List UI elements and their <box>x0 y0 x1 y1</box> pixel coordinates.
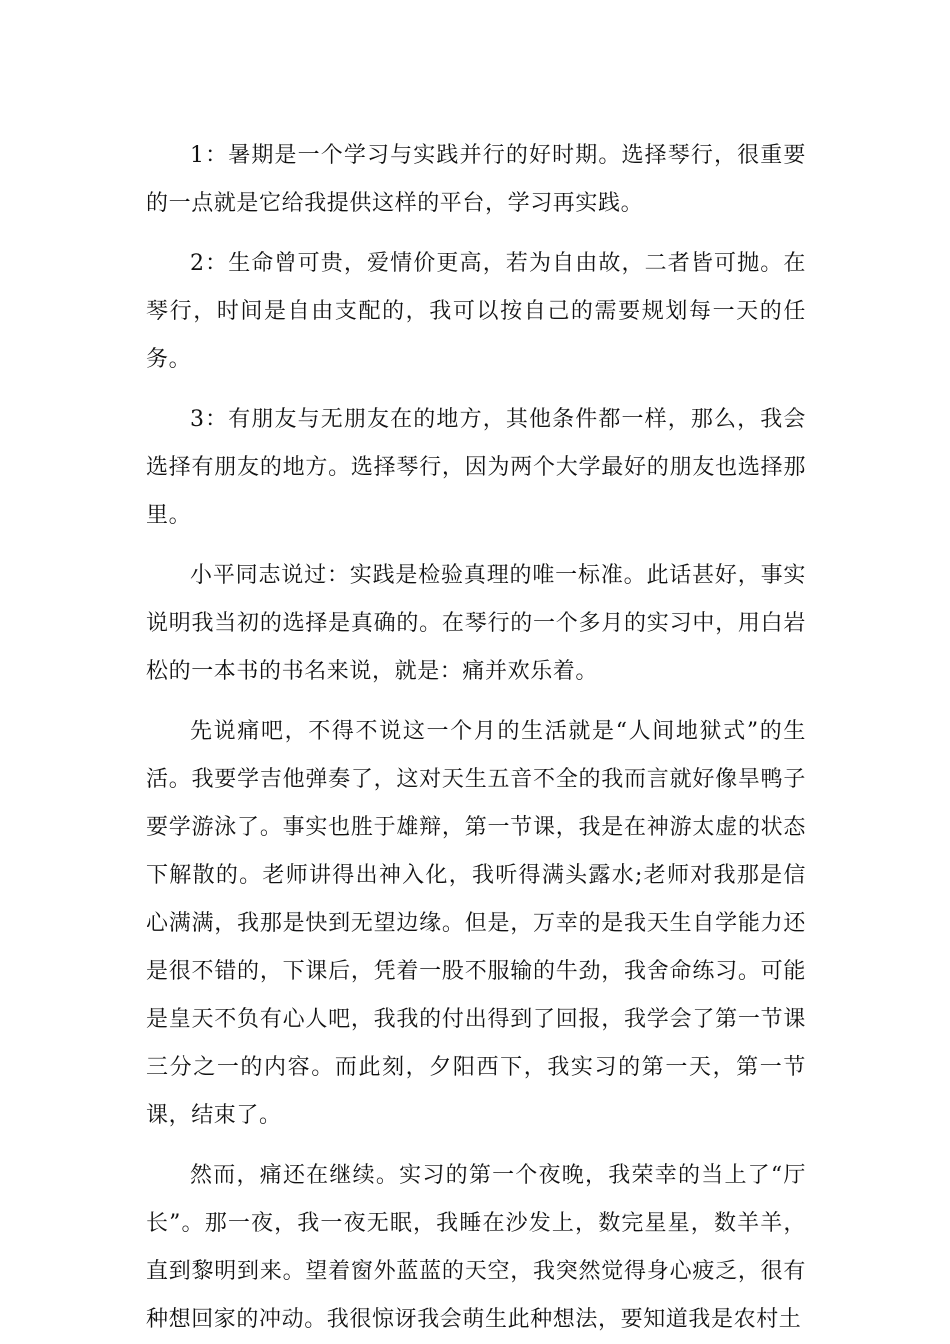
paragraph-2: 2：生命曾可贵，爱情价更高，若为自由故，二者皆可抛。在琴行，时间是自由支配的，我可以按自己的需要规划每一天的任务。 <box>146 251 806 372</box>
paragraph-6: 然而，痛还在继续。实习的第一个夜晚，我荣幸的当上了“厅长”。那一夜，我一夜无眠，我睡在沙发上，数完星星，数羊羊，直到黎明到来。望着窗外蓝蓝的天空，我突然觉得身心疲乏，很有种想回家的冲动。我很惊讶我会萌生此种想法，要知道我是农村土 <box>146 1163 806 1332</box>
paragraph-1: 1：暑期是一个学习与实践并行的好时期。选择琴行，很重要的一点就是它给我提供这样的平台，学习再实践。 <box>146 143 806 216</box>
document-body <box>146 132 806 1344</box>
paragraph-4: 小平同志说过：实践是检验真理的唯一标准。此话甚好，事实说明我当初的选择是真确的。在琴行的一个多月的实习中，用白岩松的一本书的书名来说，就是：痛并欢乐着。 <box>146 563 806 684</box>
paragraph-3: 3：有朋友与无朋友在的地方，其他条件都一样，那么，我会选择有朋友的地方。选择琴行，因为两个大学最好的朋友也选择那里。 <box>146 407 806 528</box>
paragraph-5: 先说痛吧，不得不说这一个月的生活就是“人间地狱式”的生活。我要学吉他弹奏了，这对天生五音不全的我而言就好像旱鸭子要学游泳了。事实也胜于雄辩，第一节课，我是在神游太虚的状态下解散的。老师讲得出神入化，我听得满头露水;老师对我那是信心满满，我那是快到无望边缘。但是，万幸的是我天生自学能力还是很不错的，下课后，凭着一股不服输的牛劲，我舍命练习。可能是皇天不负有心人吧，我我的付出得到了回报，我学会了第一节课三分之一的内容。而此刻，夕阳西下，我实习的第一天，第一节课，结束了。 <box>146 719 806 1128</box>
